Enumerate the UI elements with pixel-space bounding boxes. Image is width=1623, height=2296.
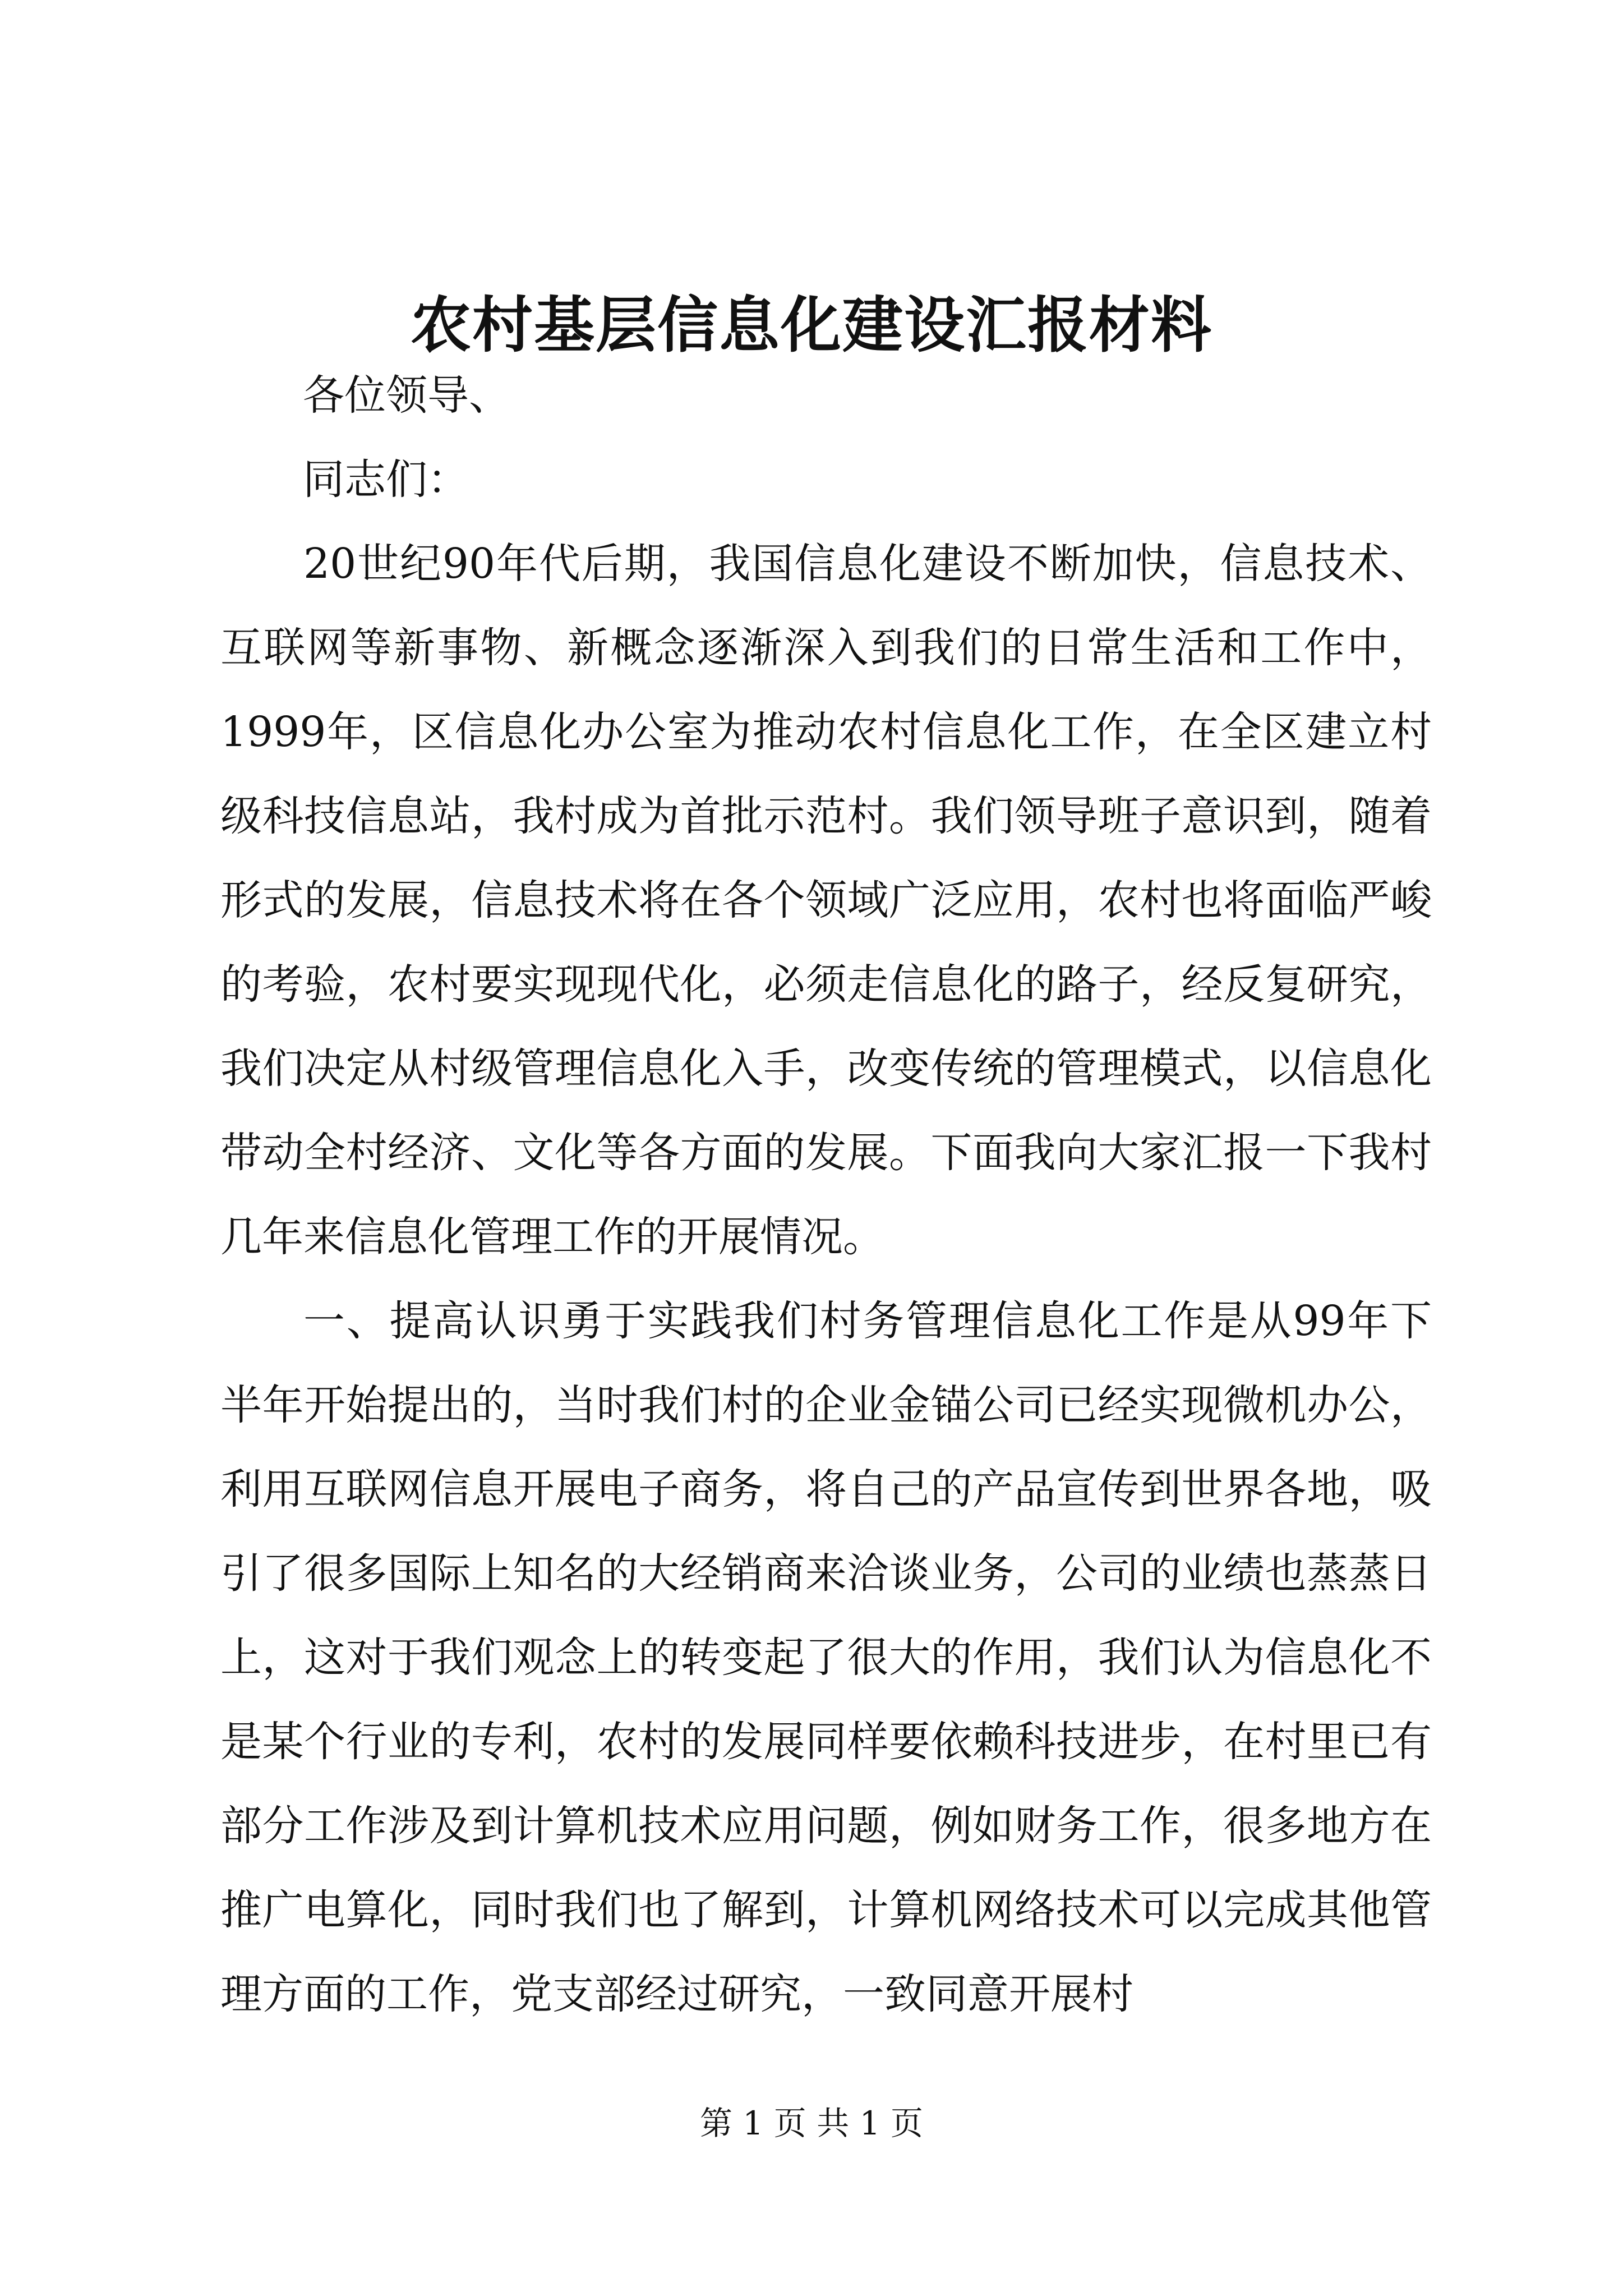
salutation-leaders: 各位领导、: [303, 371, 510, 420]
document-title: 农村基层信息化建设汇报材料: [410, 290, 1212, 361]
paragraph-intro: 20世纪90年代后期，我国信息化建设不断加快，信息技术、互联网等新事物、新概念逐渐深入到我们的日常生活和工作中，1999年，区信息化办公室为推动农村信息化工作，在全区建立村级科技信息站，我村成为首批示范村。我们领导班子意识到，随着形式的发展，信息技术将在各个领域广泛应用，农村也将面临严峻的考验，农村要实现现代化，必须走信息化的路子，经反复研究，我们决定从村级管理信息化入手，改变传统的管理模式，以信息化带动全村经济、文化等各方面的发展。下面我向大家汇报一下我村几年来信息化管理工作的开展情况。: [220, 540, 1432, 1261]
salutation-comrades: 同志们：: [303, 455, 469, 504]
paragraph-section-one: 一、提高认识勇于实践我们村务管理信息化工作是从99年下半年开始提出的，当时我们村的企业金锚公司已经实现微机办公，利用互联网信息开展电子商务，将自己的产品宣传到世界各地，吸引了很多国际上知名的大经销商来洽谈业务，公司的业绩也蒸蒸日上，这对于我们观念上的转变起了很大的作用，我们认为信息化不是某个行业的专利，农村的发展同样要依赖科技进步，在村里已有部分工作涉及到计算机技术应用问题，例如财务工作，很多地方在推广电算化，同时我们也了解到，计算机网络技术可以完成其他管理方面的工作，党支部经过研究，一致同意开展村: [220, 1297, 1432, 2018]
page-number-footer: 第 1 页 共 1 页: [700, 2104, 923, 2142]
